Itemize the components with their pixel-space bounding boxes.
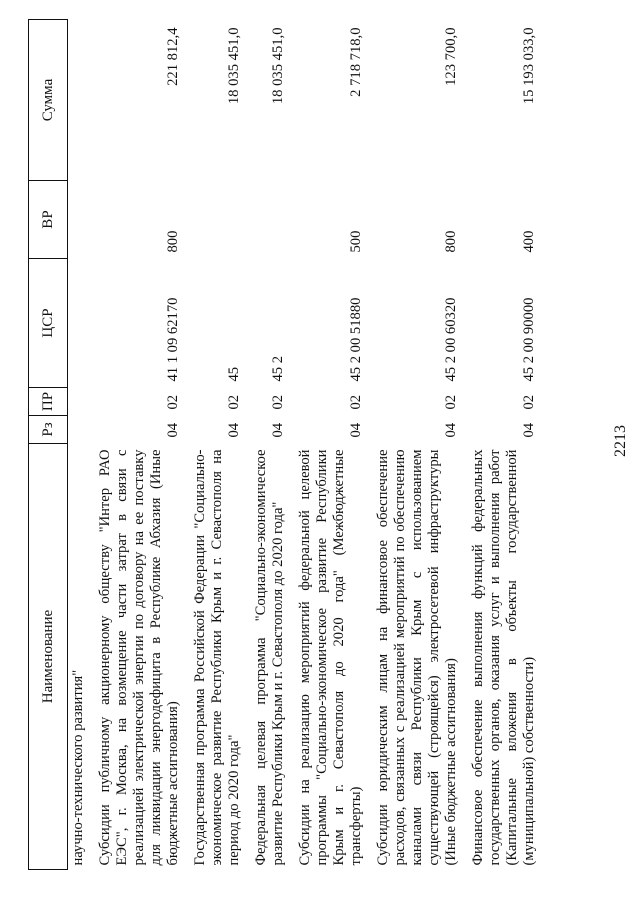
- header-csr: ЦСР: [29, 259, 68, 388]
- header-vr: ВР: [29, 181, 68, 259]
- row-name: Субсидии на реализацию мероприятий федеральной целевой программы "Социально-экономическое развитие Республики Крым и г. Севастополя до 2020 года" (Межбюджетные трансферты): [297, 449, 364, 866]
- row-name: научно-технического развития": [70, 669, 86, 866]
- header-row: [29, 20, 68, 870]
- row-vr: 800: [165, 230, 181, 253]
- table-row: [186, 20, 247, 870]
- row-sum: 123 700,0: [443, 27, 459, 86]
- row-name: Субсидии юридическим лицам на финансовое обеспечение расходов, связанных с реализацией мероприятий по обеспечению каналами связи Республики Крым с использованием существующей (строящейся) электросетевой инфраструктуры (Иные бюджетные ассигнования): [375, 449, 459, 866]
- row-pr: 02: [521, 394, 537, 410]
- budget-table: [28, 19, 542, 870]
- row-rz: 04: [270, 422, 286, 438]
- table-row: [369, 20, 464, 870]
- row-sum: 2 718 718,0: [348, 27, 364, 97]
- row-vr: [247, 181, 291, 259]
- row-rz: 04: [348, 422, 364, 438]
- row-name: Федеральная целевая программа "Социально-экономическое развитие Республики Крым и г. Севастополя до 2020 года": [253, 449, 286, 866]
- table-row: [247, 20, 291, 870]
- row-rz: 04: [521, 422, 537, 438]
- table-row: [68, 20, 92, 870]
- row-csr: 45 2: [270, 355, 286, 382]
- row-rz: 04: [165, 422, 181, 438]
- row-sum: 221 812,4: [165, 27, 181, 86]
- row-csr: 45 2 00 90000: [521, 297, 537, 382]
- row-pr: [68, 388, 92, 416]
- header-sum: Сумма: [29, 20, 68, 181]
- page-number: 2213: [612, 425, 629, 457]
- row-pr: 02: [165, 394, 181, 410]
- row-vr: [68, 181, 92, 259]
- header-name: Наименование: [29, 444, 68, 870]
- row-csr: 45 2 00 60320: [443, 297, 459, 382]
- row-csr: 45: [226, 366, 242, 382]
- table-row: [291, 20, 369, 870]
- row-vr: 400: [521, 230, 537, 253]
- row-rz: [68, 416, 92, 444]
- row-pr: 02: [270, 394, 286, 410]
- table-row: [464, 20, 542, 870]
- header-pr: ПР: [29, 388, 68, 416]
- row-sum: [68, 20, 92, 181]
- table-row: [91, 20, 186, 870]
- row-rz: 04: [226, 422, 242, 438]
- row-sum: 18 035 451,0: [226, 27, 242, 105]
- row-vr: 500: [348, 230, 364, 253]
- row-sum: 18 035 451,0: [270, 27, 286, 105]
- rotated-page: [28, 20, 618, 870]
- row-pr: 02: [348, 394, 364, 410]
- row-csr: 45 2 00 51880: [348, 297, 364, 382]
- row-csr: 41 1 09 62170: [165, 297, 181, 382]
- row-name: Государственная программа Российской Федерации "Социально-экономическое развитие Республики Крым и г. Севастополя на период до 2020 года": [192, 449, 242, 866]
- row-pr: 02: [443, 394, 459, 410]
- row-pr: 02: [226, 394, 242, 410]
- row-vr: [186, 181, 247, 259]
- row-rz: 04: [443, 422, 459, 438]
- row-name: Финансовое обеспечение выполнения функций федеральных государственных органов, оказания услуг и выполнения работ (Капитальные вложения в объекты государственной (муниципальной) собственности): [470, 449, 537, 866]
- row-csr: [68, 259, 92, 388]
- row-name: Субсидии публичному акционерному обществу "Интер РАО ЕЭС", г. Москва, на возмещение части затрат в связи с реализацией электрической энергии по договору на ее поставку для ликвидации энергодефицита в Республике Абхазия (Иные бюджетные ассигнования): [97, 449, 181, 866]
- header-rz: Рз: [29, 416, 68, 444]
- row-sum: 15 193 033,0: [521, 27, 537, 105]
- row-vr: 800: [443, 230, 459, 253]
